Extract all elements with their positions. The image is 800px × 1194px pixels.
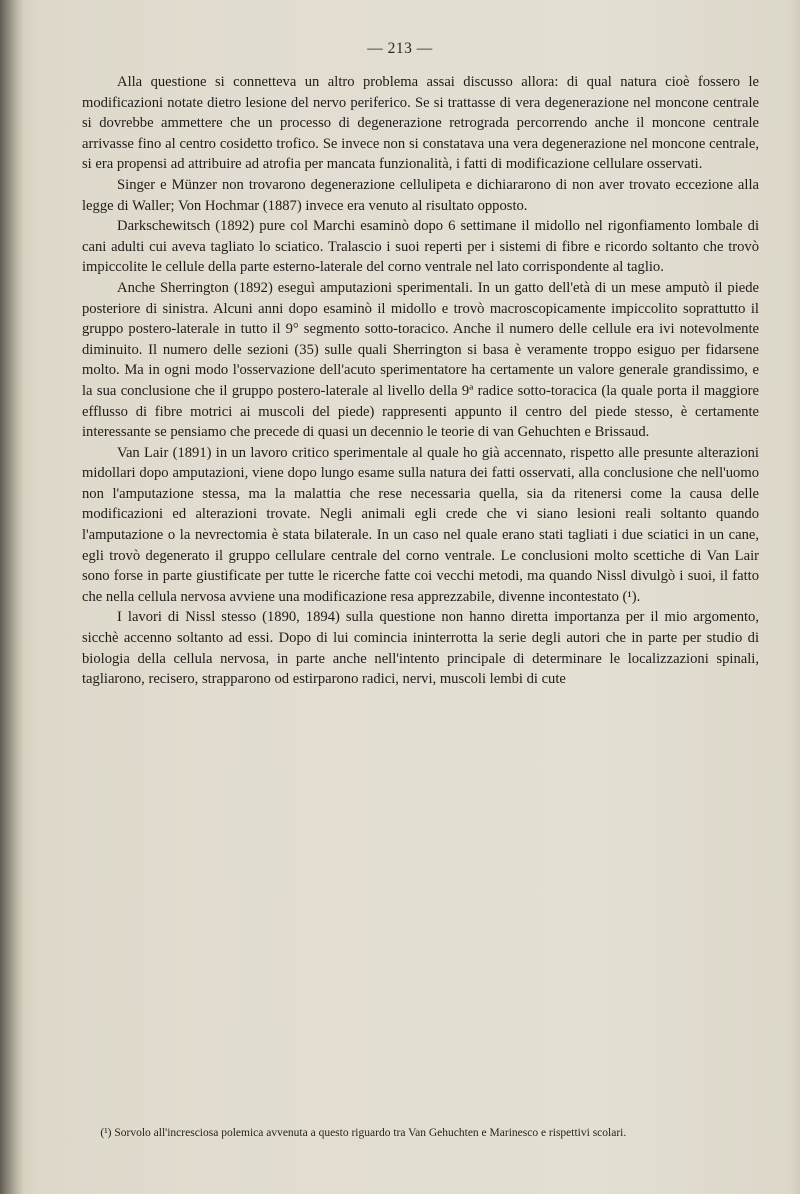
body-text <box>82 72 759 690</box>
footnote <box>82 1125 759 1141</box>
page-number: — 213 — <box>367 40 433 57</box>
paragraph: Singer e Münzer non trovarono degenerazione cellulipeta e dichiararono di non aver trovato eccezione alla legge di Waller; Von Hochmar (1887) invece era venuto al risultato opposto. <box>82 176 759 214</box>
binding-shadow <box>0 0 24 1194</box>
paragraph: Anche Sherrington (1892) eseguì amputazioni sperimentali. In un gatto dell'età di un mese amputò il piede posteriore di sinistra. Alcuni anni dopo esaminò il midollo e trovò macroscopicamente impiccolito soprattutto il gruppo postero-laterale in tutto il 9° segmento sotto-toracico. Anche il numero delle cellule era ivi notevolmente diminuito. Il numero delle sezioni (35) sulle quali Sherrington si basa è veramente troppo esiguo per fidarsene molto. Ma in ogni modo l'osservazione dell'acuto sperimentatore ha certamente un valore generale grandissimo, e la sua conclusione che il gruppo postero-laterale al livello della 9ª radice sotto-toracica (la quale porta il maggiore efflusso di fibre motrici ai muscoli del piede) rappresenti appunto il centro del piede stesso, è certamente interessante se pensiamo che precede di quasi un decennio le teorie di van Gehuchten e Brissaud. <box>82 279 759 441</box>
paragraph: Alla questione si connetteva un altro problema assai discusso allora: di qual natura cioè fossero le modificazioni notate dietro lesione del nervo periferico. Se si trattasse di vera degenerazione nel moncone centrale si dovrebbe ammettere che un processo di degenerazione retrograda percorrendo anche il moncone centrale arrivasse fino al centro cosidetto trofico. Se invece non si constatava una vera degenerazione nel moncone centrale, si era propensi ad attribuire ad atrofia per mancata funzionalità, i fatti di modificazione cellulare osservati. <box>82 74 759 173</box>
paragraph: Van Lair (1891) in un lavoro critico sperimentale al quale ho già accennato, rispetto alle presunte alterazioni midollari dopo amputazioni, viene dopo lungo esame sulla natura dei fatti osservati, alla conclusione che nell'uomo non l'amputazione stessa, ma la malattia che rese necessaria quella, sia da ritenersi come la causa delle modificazioni ed alterazioni trovate. Negli animali egli crede che vi siano lesioni reali soltanto quando l'amputazione o la nevrectomia è stata bilaterale. In un caso nel quale erano stati tagliati i due sciatici in un cane, egli trovò degenerato il gruppo cellulare centrale del corno ventrale. Le conclusioni molto scettiche di Van Lair sono forse in parte giustificate per tutte le ricerche fatte coi vecchi metodi, ma quando Nissl divulgò i suoi, il fatto che nella cellula nervosa avviene una modificazione resa apprezzabile, divenne incontestato (¹). <box>82 444 759 605</box>
footnote-text: (¹) Sorvolo all'incresciosa polemica avvenuta a questo riguardo tra Van Gehuchten e Marinesco e rispettivi scolari. <box>100 1127 627 1139</box>
paragraph: Darkschewitsch (1892) pure col Marchi esaminò dopo 6 settimane il midollo nel rigonfiamento lombale di cani adulti cui aveva tagliato lo sciatico. Tralascio i suoi reperti per i sistemi di fibre e ricordo soltanto che trovò impiccolite le cellule della parte esterno-laterale del corno ventrale nel lato corrispondente al taglio. <box>82 218 759 276</box>
paragraph: I lavori di Nissl stesso (1890, 1894) sulla questione non hanno diretta importanza per il mio argomento, sicchè accenno soltanto ad essi. Dopo di lui comincia ininterrotta la serie degli autori che in parte per studio di biologia della cellula nervosa, in parte anche nell'intento principale di determinare le localizzazioni spinali, tagliarono, recisero, strapparono od estirparono radici, nervi, muscoli lembi di cute <box>82 609 759 688</box>
